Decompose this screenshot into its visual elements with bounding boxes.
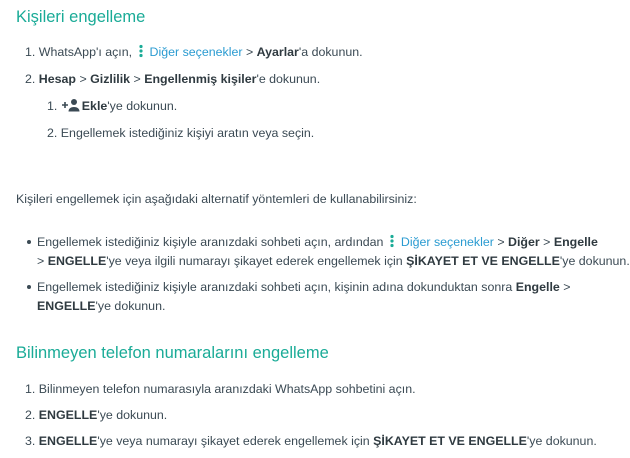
bullet-2-line-2: ENGELLE'ye dokunun. xyxy=(37,299,166,313)
step-block-or-report: 3. ENGELLE'ye veya numarayı şikayet ederek engellemek için ŞİKAYET ET VE ENGELLE'ye dokunun. xyxy=(25,434,597,448)
step-open-settings: 1. WhatsApp'ı açın, Diğer seçenekler > Ayarlar'a dokunun. xyxy=(25,45,363,59)
bullet-1-line-1: Engellemek istediğiniz kişiyle aranızdaki sohbeti açın, ardından Diğer seçenekler > Diğer > Engelle xyxy=(37,235,598,249)
step-blocked-contacts: 2. Hesap > Gizlilik > Engellenmiş kişiler'e dokunun. xyxy=(25,72,321,86)
substep-add: 1. Ekle'ye dokunun. xyxy=(47,99,178,113)
bullet-marker xyxy=(27,240,31,244)
more-options-link[interactable]: Diğer seçenekler xyxy=(149,45,243,59)
step-open-unknown-chat: 1. Bilinmeyen telefon numarasıyla aranızdaki WhatsApp sohbetini açın. xyxy=(25,382,416,396)
more-options-icon xyxy=(387,234,397,248)
more-options-link[interactable]: Diğer seçenekler xyxy=(400,235,494,249)
bullet-2-line-1: Engellemek istediğiniz kişiyle aranızdaki sohbeti açın, kişinin adına dokunduktan sonra Engelle > xyxy=(37,280,571,294)
bullet-1-line-2: > ENGELLE'ye veya ilgili numarayı şikayet ederek engellemek için ŞİKAYET ET VE ENGELLE'ye dokunun. xyxy=(37,254,630,268)
add-person-icon xyxy=(61,98,81,112)
alternative-methods-intro: Kişileri engellemek için aşağıdaki alternatif yöntemleri de kullanabilirsiniz: xyxy=(16,192,417,206)
section-title-block-contacts: Kişileri engelleme xyxy=(16,8,146,26)
bullet-marker xyxy=(27,285,31,289)
section-title-block-unknown-numbers: Bilinmeyen telefon numaralarını engelleme xyxy=(16,344,329,362)
substep-search: 2. Engellemek istediğiniz kişiyi aratın veya seçin. xyxy=(47,126,315,140)
step-tap-block: 2. ENGELLE'ye dokunun. xyxy=(25,408,168,422)
more-options-icon xyxy=(136,44,146,58)
